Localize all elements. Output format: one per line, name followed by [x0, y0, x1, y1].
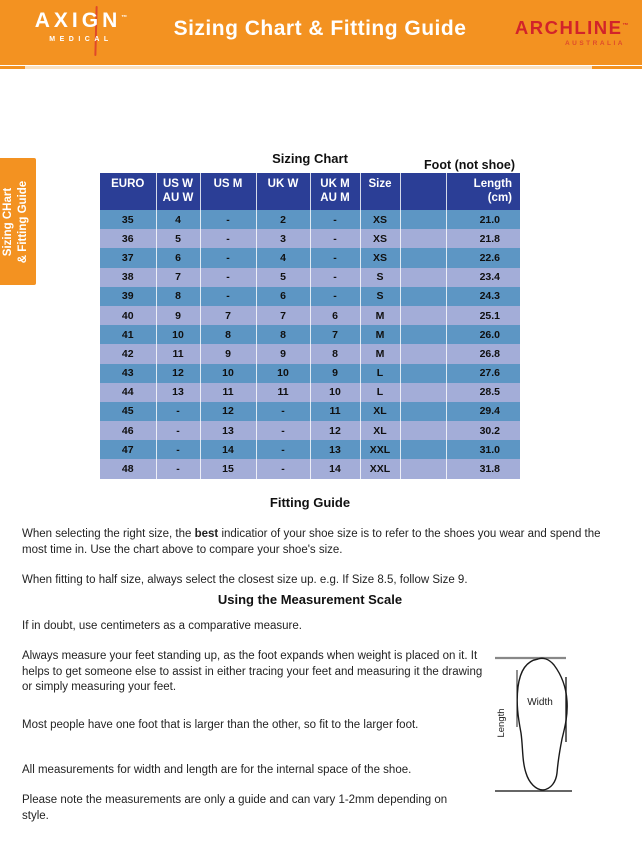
table-cell: M [360, 306, 400, 325]
table-cell: 9 [310, 364, 360, 383]
table-cell: - [256, 402, 310, 421]
table-cell: - [256, 459, 310, 478]
table-cell: 25.1 [446, 306, 520, 325]
table-cell: 29.4 [446, 402, 520, 421]
axign-logo-name [26, 9, 136, 33]
table-cell: 9 [256, 344, 310, 363]
side-tab-label [1, 158, 35, 285]
table-cell: 11 [310, 402, 360, 421]
column-header-length: Length (cm) [446, 173, 520, 210]
table-cell: - [156, 421, 200, 440]
table-cell: XS [360, 229, 400, 248]
table-cell: XS [360, 248, 400, 267]
column-header-us-m: US M [200, 173, 256, 210]
table-cell: 8 [200, 325, 256, 344]
table-row [100, 268, 520, 287]
table-cell: 9 [156, 306, 200, 325]
table-cell: - [200, 287, 256, 306]
width-label: Width [527, 697, 553, 708]
spacer-cell [400, 459, 446, 478]
table-cell: 8 [310, 344, 360, 363]
table-cell: XL [360, 421, 400, 440]
table-cell: 44 [100, 383, 156, 402]
table-cell: S [360, 287, 400, 306]
table-cell: - [256, 440, 310, 459]
table-cell: - [200, 229, 256, 248]
spacer-cell [400, 248, 446, 267]
foot-not-shoe-note: Foot (not shoe) [424, 158, 515, 172]
fitting-guide-heading: Fitting Guide [269, 495, 351, 510]
fitting-guide-paragraph-2: When fitting to half size, always select the closest size up. e.g. If Size 8.5, follow Size 9. [22, 574, 468, 586]
table-row [100, 344, 520, 363]
table-cell: 8 [156, 287, 200, 306]
spacer-column [400, 173, 446, 210]
table-cell: XXL [360, 440, 400, 459]
table-cell: 42 [100, 344, 156, 363]
table-cell: 7 [156, 268, 200, 287]
table-cell: L [360, 383, 400, 402]
table-cell: 13 [200, 421, 256, 440]
table-cell: 11 [256, 383, 310, 402]
table-cell: L [360, 364, 400, 383]
spacer-cell [400, 344, 446, 363]
table-cell: 26.0 [446, 325, 520, 344]
table-header [100, 173, 520, 210]
table-cell: - [200, 210, 256, 229]
table-cell: S [360, 268, 400, 287]
archline-logo [505, 17, 630, 47]
foot-measurement-diagram [488, 645, 593, 797]
table-cell: - [200, 248, 256, 267]
table-cell: - [156, 440, 200, 459]
table-cell: - [256, 421, 310, 440]
table-cell: 5 [156, 229, 200, 248]
spacer-cell [400, 306, 446, 325]
fitting-guide-paragraph-1 [22, 527, 626, 558]
spacer-cell [400, 364, 446, 383]
table-cell: 12 [310, 421, 360, 440]
table-cell: 13 [310, 440, 360, 459]
table-cell: 4 [156, 210, 200, 229]
table-cell: 2 [256, 210, 310, 229]
table-cell: 10 [200, 364, 256, 383]
table-cell: XS [360, 210, 400, 229]
table-cell: 22.6 [446, 248, 520, 267]
axign-logo-text: AXIGN [34, 9, 122, 32]
spacer-cell [400, 325, 446, 344]
table-cell: 10 [156, 325, 200, 344]
measurement-paragraph-2: Always measure your feet standing up, as the foot expands when weight is placed on it. It helps to get someone else to assist in either tracing your feet and measuring it the drawing or simply measuring your feet. [22, 650, 483, 693]
table-cell: 28.5 [446, 383, 520, 402]
table-cell: 14 [200, 440, 256, 459]
table-cell: 5 [256, 268, 310, 287]
table-row [100, 459, 520, 478]
table-cell: 46 [100, 421, 156, 440]
table-cell: 3 [256, 229, 310, 248]
foot-outline [517, 658, 567, 790]
table-cell: 10 [256, 364, 310, 383]
table-cell: 39 [100, 287, 156, 306]
table-cell: 27.6 [446, 364, 520, 383]
table-cell: 7 [256, 306, 310, 325]
measurement-paragraph-4: All measurements for width and length are for the internal space of the shoe. [22, 764, 412, 776]
table-cell: 9 [200, 344, 256, 363]
table-cell: 4 [256, 248, 310, 267]
divider-right-segment [592, 66, 642, 69]
table-cell: 12 [156, 364, 200, 383]
table-cell: 11 [156, 344, 200, 363]
spacer-cell [400, 210, 446, 229]
column-header-uk-m: UK M AU M [310, 173, 360, 210]
spacer-cell [400, 402, 446, 421]
spacer-cell [400, 287, 446, 306]
measurement-paragraph-1: If in doubt, use centimeters as a comparative measure. [22, 620, 302, 632]
table-row [100, 248, 520, 267]
axign-trademark: ™ [121, 15, 128, 21]
table-cell: - [156, 459, 200, 478]
table-cell: - [310, 268, 360, 287]
table-cell: 35 [100, 210, 156, 229]
table-cell: 24.3 [446, 287, 520, 306]
table-cell: 6 [310, 306, 360, 325]
table-cell: 45 [100, 402, 156, 421]
side-tab-line1: Sizing CHart [2, 187, 14, 256]
paragraph-text: indicatior of your shoe size is to refer to the shoes you wear and spend the most time in. Use the chart above to compare your shoe's size. [22, 528, 601, 556]
table-cell: 8 [256, 325, 310, 344]
table-cell: 11 [200, 383, 256, 402]
spacer-cell [400, 229, 446, 248]
table-body [100, 210, 520, 479]
table-cell: - [310, 287, 360, 306]
sizing-chart-title: Sizing Chart [272, 151, 348, 166]
table-cell: 41 [100, 325, 156, 344]
table-cell: 36 [100, 229, 156, 248]
table-cell: 10 [310, 383, 360, 402]
table-row [100, 421, 520, 440]
page-title: Sizing Chart & Fitting Guide [173, 17, 467, 40]
archline-trademark: ™ [622, 22, 630, 29]
table-cell: 31.0 [446, 440, 520, 459]
table-cell: 48 [100, 459, 156, 478]
table-row [100, 383, 520, 402]
table-row [100, 440, 520, 459]
table-cell: 12 [200, 402, 256, 421]
spacer-cell [400, 268, 446, 287]
table-cell: 30.2 [446, 421, 520, 440]
table-cell: - [310, 229, 360, 248]
axign-logo [26, 9, 136, 43]
table-cell: 38 [100, 268, 156, 287]
axign-logo-subtitle: MEDICAL [49, 36, 113, 43]
table-row [100, 364, 520, 383]
table-cell: - [156, 402, 200, 421]
table-cell: - [310, 210, 360, 229]
sizing-table [100, 173, 520, 479]
table-cell: 31.8 [446, 459, 520, 478]
column-header-uk-w: UK W [256, 173, 310, 210]
header-band [0, 0, 642, 65]
table-cell: 7 [200, 306, 256, 325]
column-header-euro: EURO [100, 173, 156, 210]
table-row [100, 287, 520, 306]
table-cell: 21.8 [446, 229, 520, 248]
header-divider [0, 66, 642, 69]
table-row [100, 306, 520, 325]
table-row [100, 325, 520, 344]
measurement-paragraph-5: Please note the measurements are only a guide and can vary 1-2mm depending on style. [22, 794, 448, 822]
side-tab [0, 158, 36, 285]
measurement-heading: Using the Measurement Scale [217, 592, 403, 607]
measurement-paragraph-3: Most people have one foot that is larger than the other, so fit to the larger foot. [22, 719, 419, 731]
paragraph-text: When selecting the right size, the [22, 528, 195, 540]
table-cell: 6 [156, 248, 200, 267]
table-cell: - [310, 248, 360, 267]
table-cell: 26.8 [446, 344, 520, 363]
table-row [100, 229, 520, 248]
table-row [100, 210, 520, 229]
archline-logo-subtitle: AUSTRALIA [564, 40, 625, 47]
table-cell: 43 [100, 364, 156, 383]
divider-left-segment [0, 66, 25, 69]
table-cell: 14 [310, 459, 360, 478]
table-cell: 23.4 [446, 268, 520, 287]
table-cell: XXL [360, 459, 400, 478]
table-cell: 37 [100, 248, 156, 267]
divider-middle-segment [25, 66, 592, 69]
table-cell: 47 [100, 440, 156, 459]
table-header-row [100, 173, 520, 210]
column-header-us-w: US W AU W [156, 173, 200, 210]
table-cell: M [360, 344, 400, 363]
table-cell: 13 [156, 383, 200, 402]
side-tab-line2: & Fitting Guide [17, 180, 29, 263]
spacer-cell [400, 440, 446, 459]
table-cell: M [360, 325, 400, 344]
table-cell: 15 [200, 459, 256, 478]
spacer-cell [400, 383, 446, 402]
table-cell: - [200, 268, 256, 287]
table-cell: 6 [256, 287, 310, 306]
table-row [100, 402, 520, 421]
paragraph-bold-text: best [194, 528, 219, 540]
table-cell: 40 [100, 306, 156, 325]
length-label: Length [496, 708, 507, 738]
column-header-size: Size [360, 173, 400, 210]
spacer-cell [400, 421, 446, 440]
table-cell: 7 [310, 325, 360, 344]
archline-logo-text: ARCHLINE [514, 17, 623, 38]
archline-logo-name [505, 17, 630, 39]
table-cell: 21.0 [446, 210, 520, 229]
table-cell: XL [360, 402, 400, 421]
